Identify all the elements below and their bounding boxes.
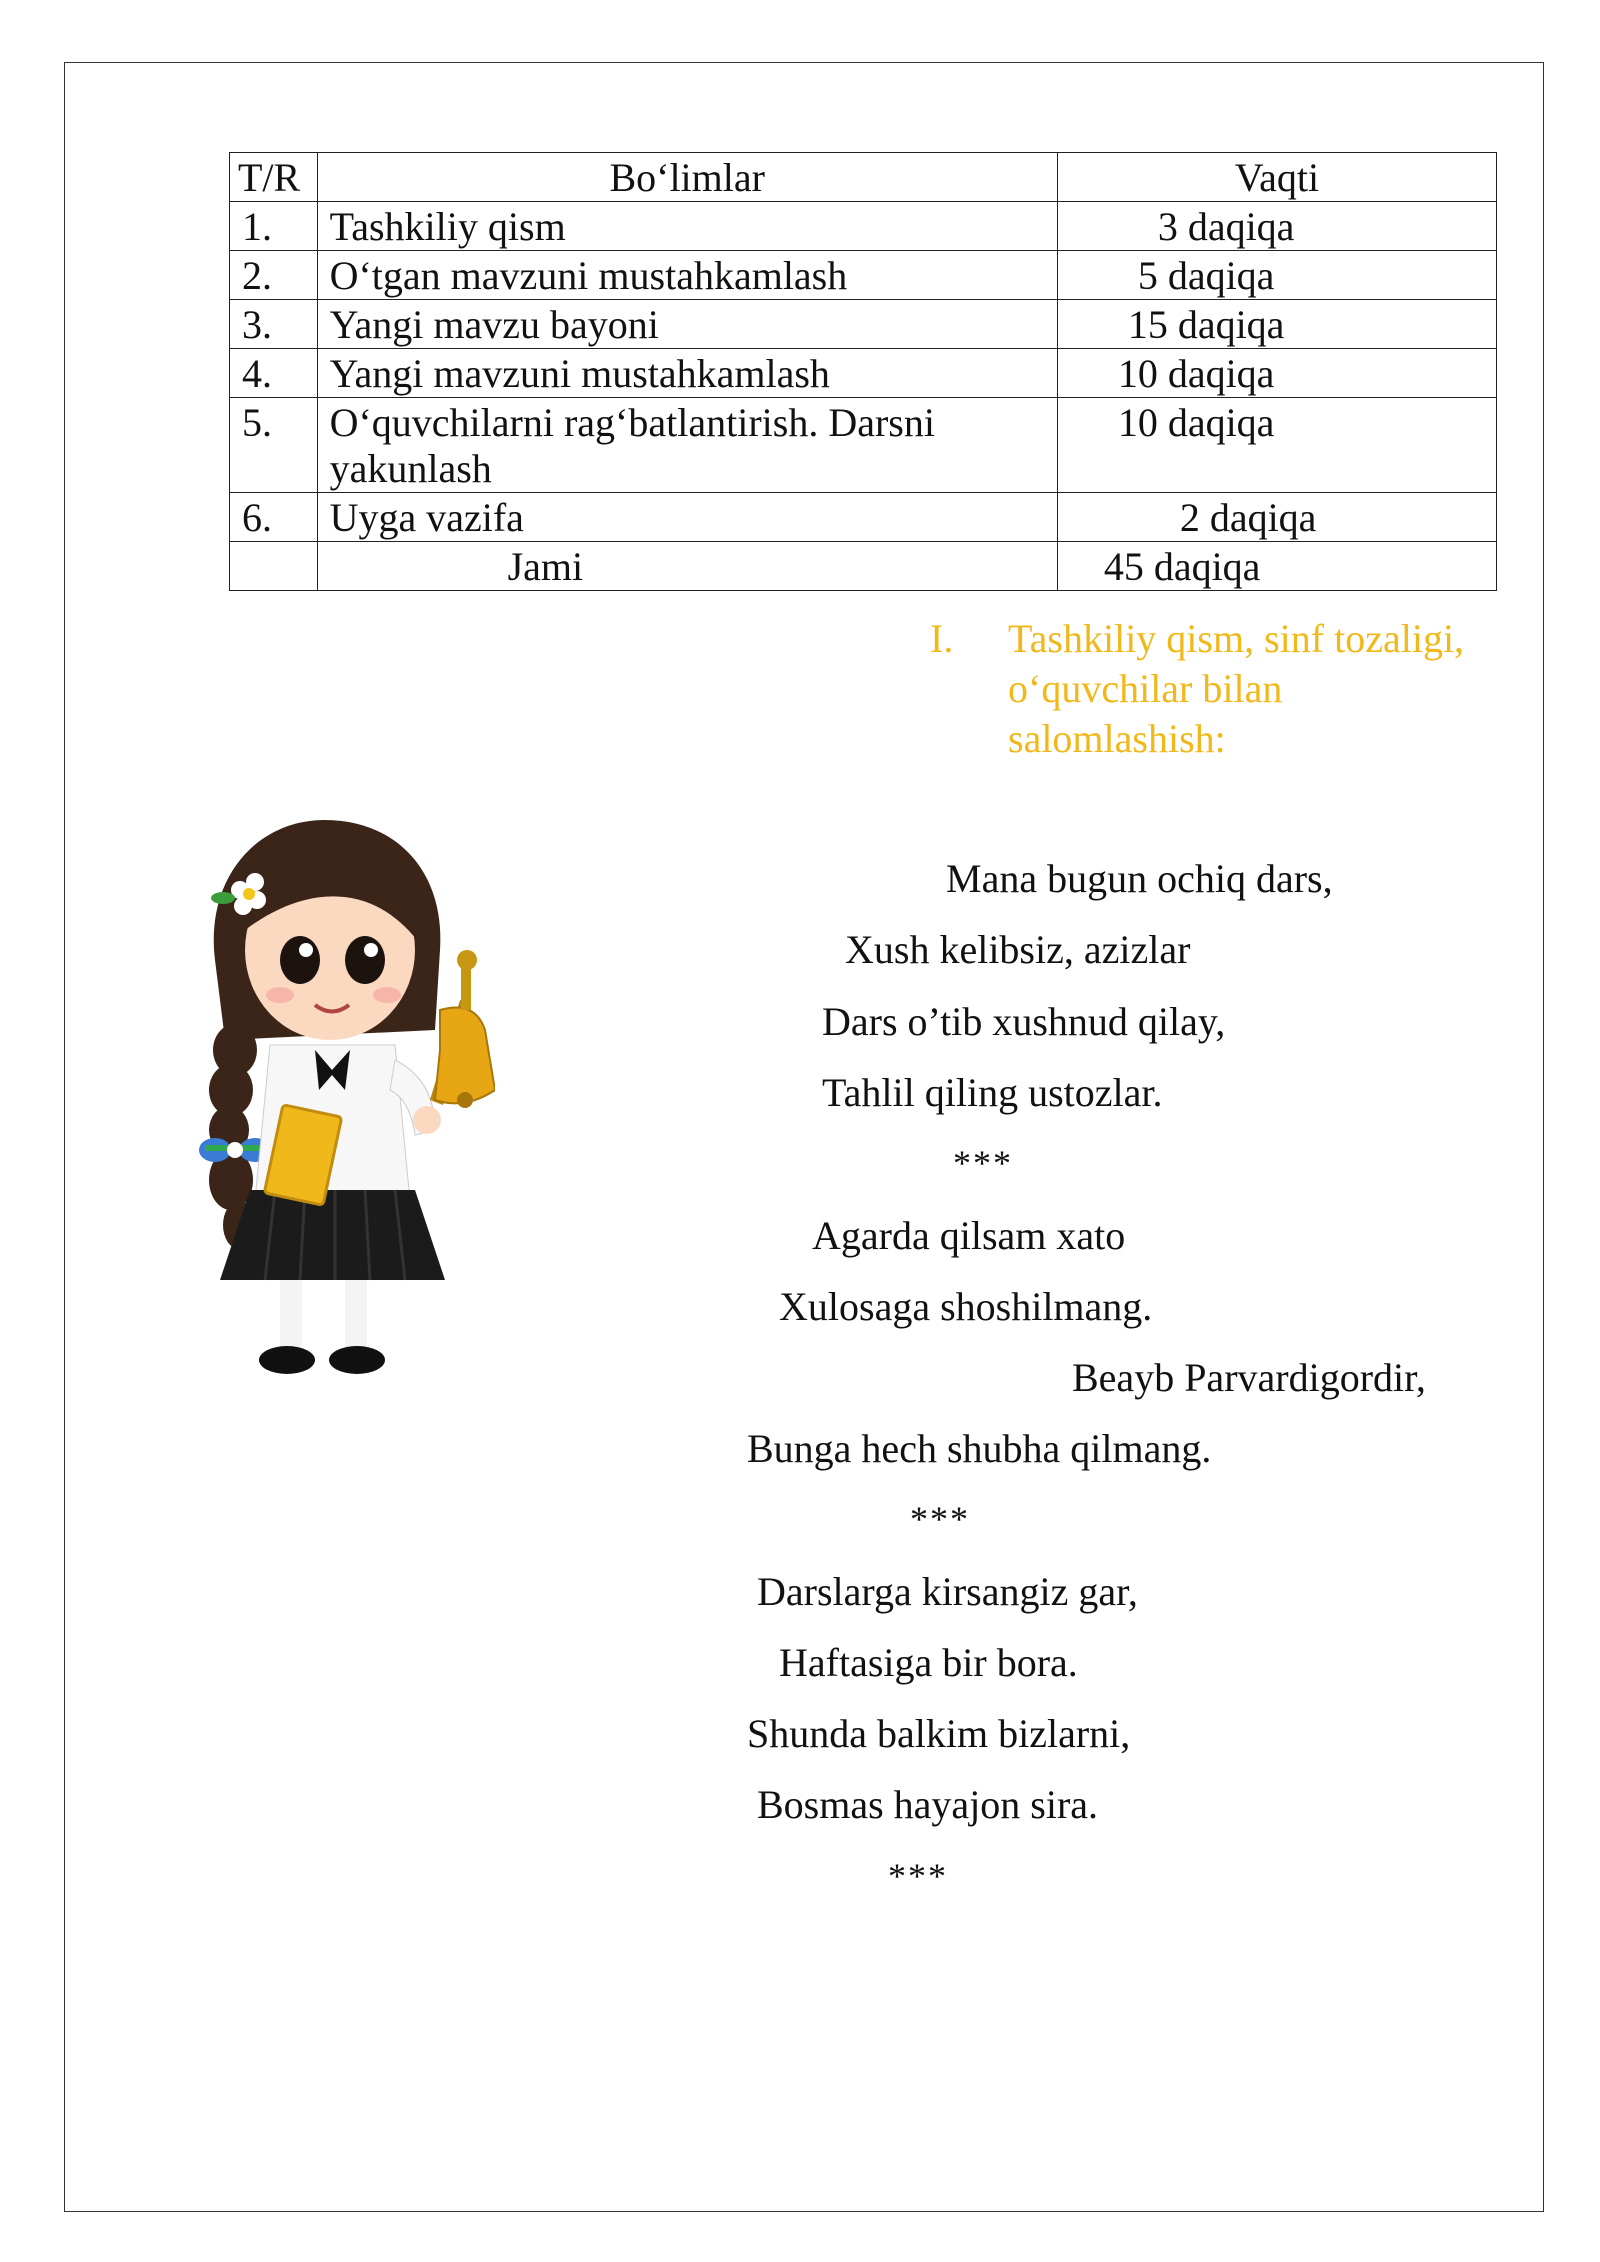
poem-line: Bosmas hayajon sira. xyxy=(757,1782,1099,1827)
row-num: 5. xyxy=(230,398,318,493)
poem-line: Shunda balkim bizlarni, xyxy=(747,1711,1131,1756)
total-label: Jami xyxy=(317,542,1057,591)
poem-line: Bunga hech shubha qilmang. xyxy=(747,1426,1212,1471)
row-num: 4. xyxy=(230,349,318,398)
poem-line: Tahlil qiling ustozlar. xyxy=(822,1070,1163,1115)
row-section: Uyga vazifa xyxy=(317,493,1057,542)
row-num: 3. xyxy=(230,300,318,349)
table-row xyxy=(230,300,1497,349)
row-section: Tashkiliy qism xyxy=(317,202,1057,251)
header-section: Bo‘limlar xyxy=(317,153,1057,202)
table-row xyxy=(230,493,1497,542)
row-num: 1. xyxy=(230,202,318,251)
section-heading-number: I. xyxy=(930,616,954,661)
schoolgirl-with-bell-illustration xyxy=(195,800,495,1400)
row-num: 6. xyxy=(230,493,318,542)
total-time: 45 daqiqa xyxy=(1057,542,1496,591)
row-time: 10 daqiqa xyxy=(1057,349,1496,398)
header-time: Vaqti xyxy=(1057,153,1496,202)
poem-line: Xush kelibsiz, azizlar xyxy=(845,927,1191,972)
table-total-row xyxy=(230,542,1497,591)
poem-separator: *** xyxy=(888,1856,948,1896)
table-row xyxy=(230,398,1497,493)
table-row xyxy=(230,251,1497,300)
row-time: 5 daqiqa xyxy=(1057,251,1496,300)
table-row xyxy=(230,349,1497,398)
row-section: O‘quvchilarni rag‘batlantirish. Darsni yakunlash xyxy=(317,398,1057,493)
row-section: Yangi mavzu bayoni xyxy=(317,300,1057,349)
row-time: 3 daqiqa xyxy=(1057,202,1496,251)
row-time: 15 daqiqa xyxy=(1057,300,1496,349)
poem-line: Beayb Parvardigordir, xyxy=(1072,1355,1426,1400)
row-time: 10 daqiqa xyxy=(1057,398,1496,493)
header-num: T/R xyxy=(230,153,318,202)
section-heading-text: Tashkiliy qism, sinf tozaligi, o‘quvchilar bilan salomlashish: xyxy=(1008,616,1465,761)
total-empty-cell xyxy=(230,542,318,591)
table-row xyxy=(230,202,1497,251)
lesson-plan-table xyxy=(229,152,1497,591)
row-section: O‘tgan mavzuni mustahkamlash xyxy=(317,251,1057,300)
poem-separator: *** xyxy=(953,1143,1013,1183)
poem-line: Dars o’tib xushnud qilay, xyxy=(822,999,1226,1044)
poem-line: Agarda qilsam xato xyxy=(812,1213,1126,1258)
poem-line: Xulosaga shoshilmang. xyxy=(779,1284,1153,1329)
row-time: 2 daqiqa xyxy=(1057,493,1496,542)
row-section: Yangi mavzuni mustahkamlash xyxy=(317,349,1057,398)
row-num: 2. xyxy=(230,251,318,300)
poem-line: Mana bugun ochiq dars, xyxy=(946,856,1333,901)
section-heading xyxy=(930,614,1470,764)
table-header-row xyxy=(230,153,1497,202)
poem-line: Haftasiga bir bora. xyxy=(779,1640,1078,1685)
poem-separator: *** xyxy=(910,1499,970,1539)
poem-line: Darslarga kirsangiz gar, xyxy=(757,1569,1138,1614)
